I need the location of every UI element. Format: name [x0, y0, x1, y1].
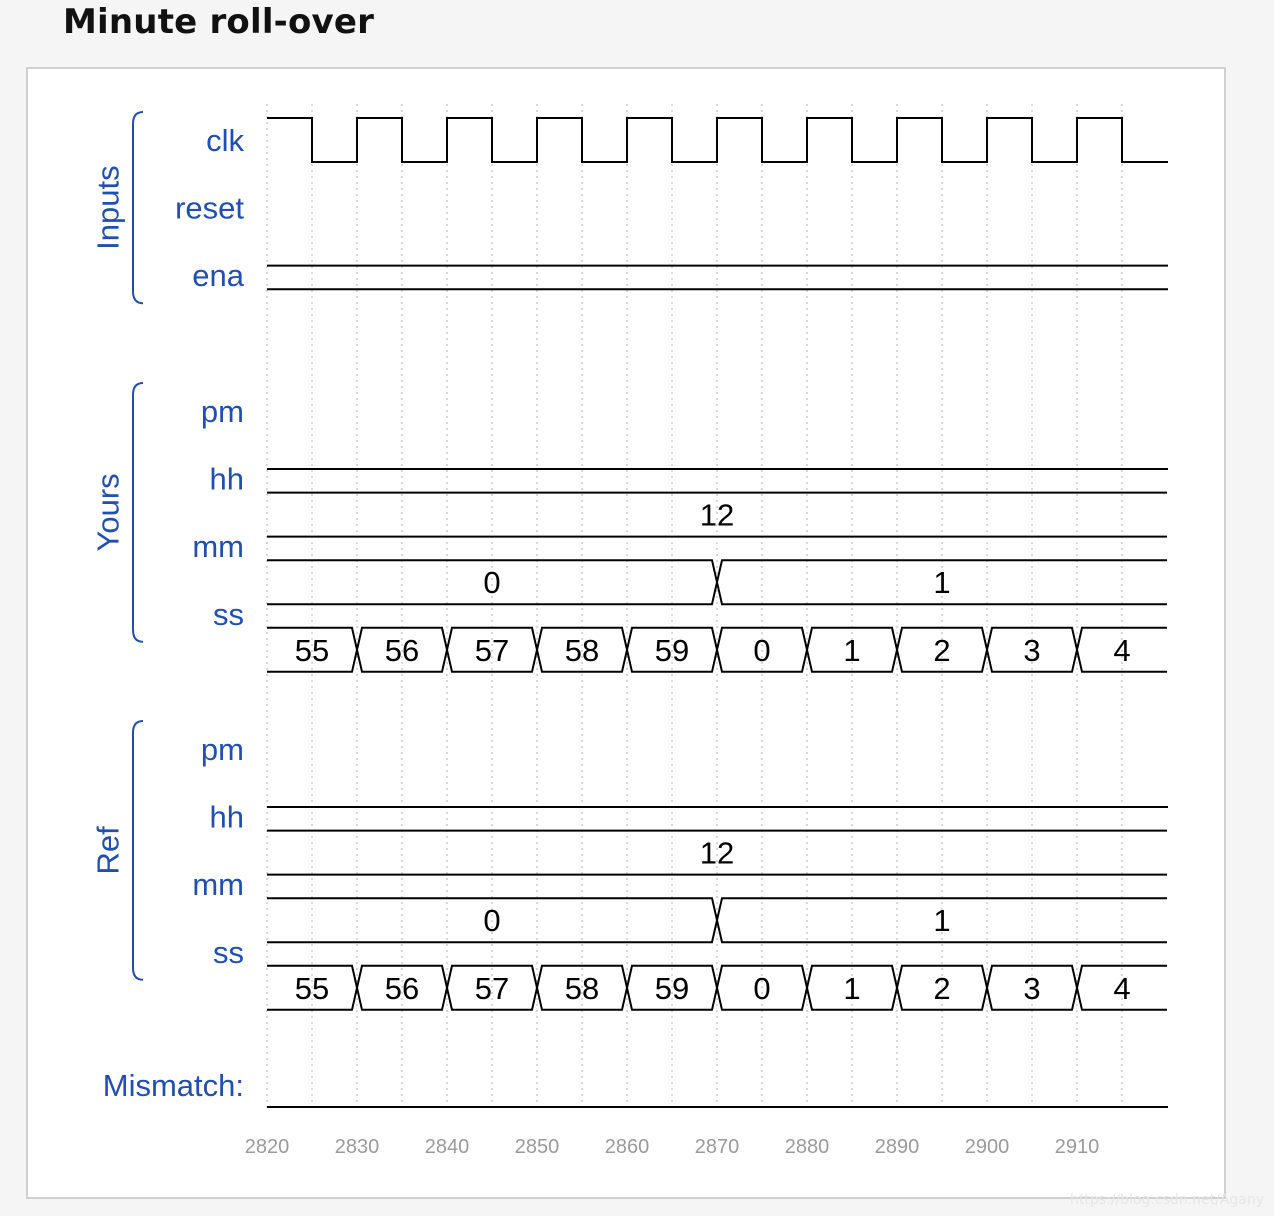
tick-label: 2820: [244, 1136, 290, 1158]
bus-value: 3: [1023, 632, 1041, 668]
bus-value: 1: [843, 970, 861, 1006]
group-label: Ref: [90, 826, 126, 875]
signal-label: hh: [209, 799, 244, 835]
bus-value: 0: [483, 565, 501, 601]
watermark: https://blog.csdn.net/Agany: [1070, 1192, 1264, 1208]
signal-label: hh: [209, 461, 244, 497]
tick-label: 2850: [514, 1136, 560, 1158]
bus-value: 0: [753, 970, 771, 1006]
tick-label: 2860: [604, 1136, 650, 1158]
bus-value: 59: [654, 970, 690, 1006]
group-label: Inputs: [90, 165, 126, 250]
bus-value: 1: [933, 565, 951, 601]
bus-value: 0: [753, 632, 771, 668]
bus-value: 1: [933, 903, 951, 939]
bus-value: 4: [1113, 632, 1131, 668]
signal-label: ss: [213, 596, 244, 632]
signal-label: clk: [206, 123, 244, 158]
tick-label: 2880: [784, 1136, 830, 1158]
bus-value: 58: [564, 970, 600, 1006]
bus-value: 57: [474, 970, 510, 1006]
group-brace: [133, 383, 143, 642]
bus-value: 58: [564, 632, 600, 668]
bus-value: 0: [483, 903, 501, 939]
bus-value: 2: [933, 632, 951, 668]
tick-label: 2900: [964, 1136, 1010, 1158]
bus-value: 59: [654, 632, 690, 668]
signal-label: reset: [175, 190, 244, 226]
bus-value: 12: [699, 497, 735, 533]
mismatch-label: Mismatch:: [102, 1068, 244, 1103]
tick-label: 2910: [1054, 1136, 1100, 1158]
signal-label: mm: [192, 867, 244, 903]
signal-label: pm: [200, 394, 244, 429]
bus-value: 3: [1023, 970, 1041, 1006]
signal-label: ena: [192, 258, 244, 294]
bus-value: 57: [474, 632, 510, 668]
bus-value: 2: [933, 970, 951, 1006]
bus-value: 55: [294, 970, 330, 1006]
bus-value: 55: [294, 632, 330, 668]
page-title: Minute roll-over: [63, 2, 375, 42]
group-brace: [133, 112, 143, 303]
bus-value: 56: [384, 970, 420, 1006]
bus-value: 4: [1113, 970, 1131, 1006]
bus-value: 1: [843, 632, 861, 668]
tick-label: 2830: [334, 1136, 380, 1158]
tick-label: 2840: [424, 1136, 470, 1158]
tick-label: 2890: [874, 1136, 920, 1158]
signal-label: ss: [213, 934, 244, 970]
group-brace: [133, 721, 143, 980]
bus-value: 12: [699, 835, 735, 871]
clock-wave: [267, 118, 1168, 162]
tick-label: 2870: [694, 1136, 740, 1158]
group-label: Yours: [90, 473, 126, 552]
bus-value: 56: [384, 632, 420, 668]
signal-label: pm: [200, 732, 244, 767]
signal-label: mm: [192, 529, 244, 565]
